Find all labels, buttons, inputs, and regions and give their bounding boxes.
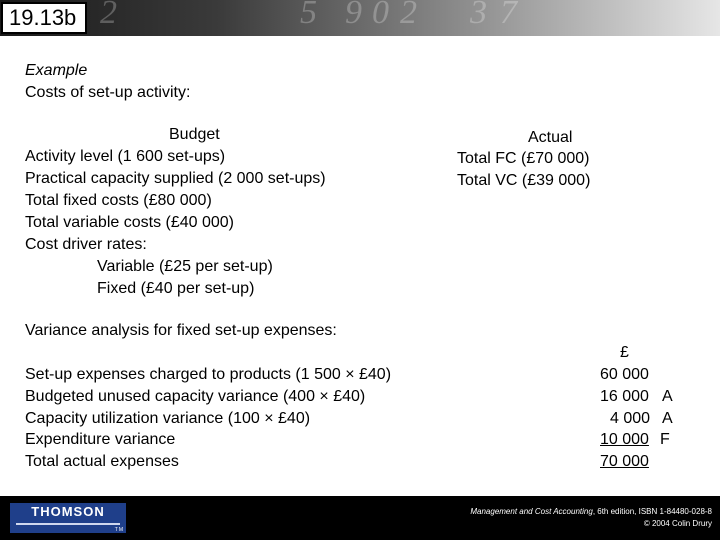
budget-line: Total variable costs (£40 000) — [25, 214, 234, 231]
book-edition: , 6th edition, ISBN 1-84480-028-8 — [592, 507, 712, 516]
decor-digit: 2 — [400, 0, 417, 31]
variance-row-flag: A — [662, 410, 673, 427]
decor-digit: 7 — [500, 0, 517, 31]
logo-text: THOMSON — [31, 504, 105, 519]
variance-heading: Variance analysis for fixed set-up expenses: — [25, 322, 337, 339]
budget-line: Activity level (1 600 set-ups) — [25, 148, 226, 165]
decor-digit: 5 — [300, 0, 317, 31]
actual-line: Total VC (£39 000) — [457, 172, 591, 189]
variance-row-amount: 4 000 — [610, 410, 651, 427]
variance-row-label: Budgeted unused capacity variance (400 × £40) — [25, 388, 366, 405]
budget-line: Cost driver rates: — [25, 236, 147, 253]
budget-heading: Budget — [169, 126, 220, 143]
budget-line: Practical capacity supplied (2 000 set-ups) — [25, 170, 326, 187]
logo-rule — [16, 523, 120, 525]
budget-rate: Variable (£25 per set-up) — [97, 258, 273, 275]
decor-digit: 2 — [100, 0, 117, 31]
variance-row-flag: A — [662, 388, 673, 405]
example-label: Example — [25, 62, 88, 79]
copyright-text: © 2004 Colin Drury — [643, 519, 712, 528]
variance-row-flag: F — [660, 431, 670, 448]
variance-row-amount: 70 000 — [600, 453, 649, 470]
book-citation — [470, 507, 712, 516]
logo-trademark: TM — [114, 527, 124, 533]
variance-row-label: Total actual expenses — [25, 453, 179, 470]
variance-row-label: Capacity utilization variance (100 × £40) — [25, 410, 311, 427]
slide-title: Costs of set-up activity: — [25, 84, 191, 101]
variance-row-amount: 60 000 — [600, 366, 649, 383]
decor-digit: 0 — [372, 0, 389, 31]
actual-heading: Actual — [528, 129, 573, 146]
variance-row-label: Set-up expenses charged to products (1 500 × £40) — [25, 366, 392, 383]
budget-rate: Fixed (£40 per set-up) — [97, 280, 255, 297]
thomson-logo — [10, 503, 126, 533]
decor-digit: 9 — [345, 0, 362, 31]
variance-row-amount: 10 000 — [600, 431, 649, 448]
variance-row-label: Expenditure variance — [25, 431, 176, 448]
footer-bar — [0, 496, 720, 540]
decor-digit: 3 — [470, 0, 487, 31]
header-banner — [0, 0, 720, 36]
slide-number: 19.13b — [1, 2, 87, 34]
budget-line: Total fixed costs (£80 000) — [25, 192, 212, 209]
book-title: Management and Cost Accounting — [470, 507, 593, 516]
currency-symbol: £ — [620, 344, 629, 361]
variance-row-amount: 16 000 — [600, 388, 649, 405]
actual-line: Total FC (£70 000) — [457, 150, 590, 167]
